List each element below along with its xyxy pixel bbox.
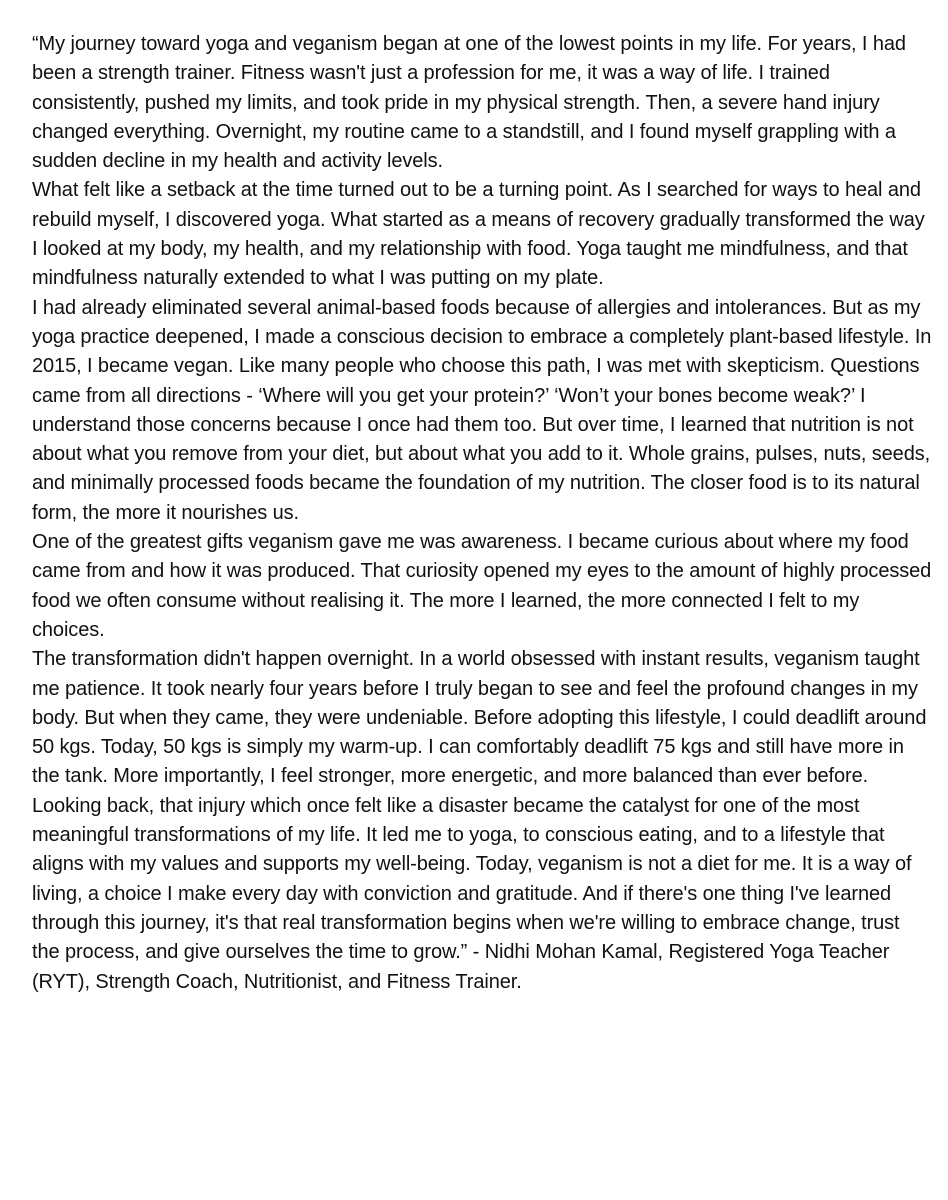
paragraph-discovering-yoga: What felt like a setback at the time turned out to be a turning point. As I searched for ways to heal and rebuild myself, I discovered yoga. What started as a means of recovery gradually transformed the way I looked at my body, my health, and my relationship with food. Yoga taught me mindfulness, and that mindfulness naturally extended to what I was putting on my plate. <box>32 179 925 290</box>
paragraph-reflection-attribution: Looking back, that injury which once felt like a disaster became the catalyst for one of the most meaningful transformations of my life. It led me to yoga, to conscious eating, and to a lifestyle that aligns with my values and supports my well-being. Today, veganism is not a diet for me. It is a way of living, a choice I make every day with conviction and gratitude. And if there's one thing I've learned through this journey, it's that real transformation begins when we're willing to embrace change, trust the process, and give ourselves the time to grow.” - Nidhi Mohan Kamal, Registered Yoga Teacher (RYT), Strength Coach, Nutritionist, and Fitness Trainer. <box>32 794 912 993</box>
paragraph-awareness: One of the greatest gifts veganism gave me was awareness. I became curious about where my food came from and how it was produced. That curiosity opened my eyes to the amount of highly processed food we often consume without realising it. The more I learned, the more connected I felt to my choices. <box>32 531 932 641</box>
paragraph-injury: “My journey toward yoga and veganism began at one of the lowest points in my life. For years, I had been a strength trainer. Fitness wasn't just a profession for me, it was a way of life. I trained consistently, pushed my limits, and took pride in my physical strength. Then, a severe hand injury changed everything. Overnight, my routine came to a standstill, and I found myself grappling with a sudden decline in my health and activity levels. <box>32 33 906 173</box>
paragraph-becoming-vegan: I had already eliminated several animal-based foods because of allergies and intolerances. But as my yoga practice deepened, I made a conscious decision to embrace a completely plant-based lifestyle. In 2015, I became vegan. Like many people who choose this path, I was met with skepticism. Questions came from all directions - ‘Where will you get your protein?’ ‘Won’t your bones become weak?’ I understand those concerns because I once had them too. But over time, I learned that nutrition is not about what you remove from your diet, but about what you add to it. Whole grains, pulses, nuts, seeds, and minimally processed foods became the foundation of my nutrition. The closer food is to its natural form, the more it nourishes us. <box>32 296 932 524</box>
quote-document <box>32 30 932 997</box>
paragraph-transformation: The transformation didn't happen overnight. In a world obsessed with instant results, veganism taught me patience. It took nearly four years before I truly began to see and feel the profound changes in my body. But when they came, they were undeniable. Before adopting this lifestyle, I could deadlift around 50 kgs. Today, 50 kgs is simply my warm-up. I can comfortably deadlift 75 kgs and still have more in the tank. More importantly, I feel stronger, more energetic, and more balanced than ever before. <box>32 648 927 788</box>
